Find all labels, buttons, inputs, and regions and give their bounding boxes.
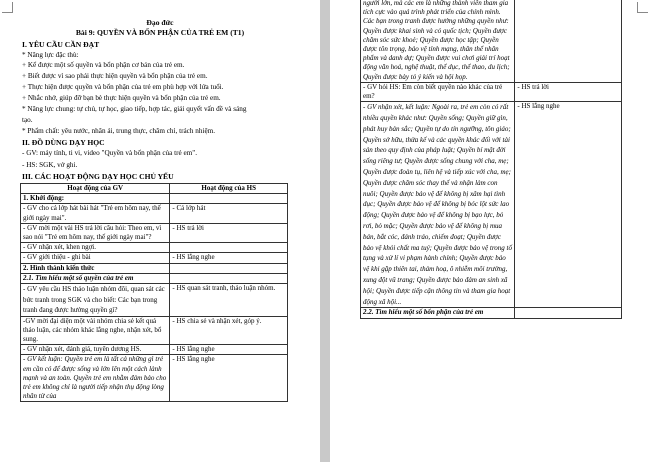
- hs-cell: - HS lắng nghe: [170, 355, 288, 402]
- gv-cell: 2.1. Tìm hiểu một số quyền của trẻ em: [21, 273, 170, 283]
- table-row: [21, 253, 288, 263]
- page-corner-mark: [637, 2, 648, 13]
- hs-cell: [515, 0, 622, 82]
- subject-title: Đạo đức: [146, 18, 174, 27]
- gv-cell: - GV giới thiệu - ghi bài: [21, 253, 170, 263]
- gv-cell: - GV yêu cầu HS thảo luận nhóm đôi, quan sát các bức tranh trong SGK và cho biết: Các bạn trong tranh đang được hưởng quyền gì?: [21, 284, 170, 317]
- gv-cell: - GV kết luận: Quyền trẻ em là tất cả những gì trẻ em cần có để được sống và lớn lên một cách lành mạnh và an toàn. Quyền trẻ em nhằm đảm bảo cho trẻ em không chỉ là người tiếp nhận thụ động lòng nhân từ của: [21, 355, 170, 402]
- activity-table-continued: [360, 0, 622, 319]
- section-1-line: * Năng lực đặc thù:: [22, 51, 79, 59]
- hs-cell: - HS lắng nghe: [170, 345, 288, 355]
- gv-cell: - GV hỏi HS: Em còn biết quyền nào khác của trẻ em?: [361, 82, 515, 101]
- hs-cell: [170, 194, 288, 204]
- hs-cell: - HS trả lời: [515, 82, 622, 101]
- document-page-1: [0, 0, 320, 462]
- section-2-line: - GV: máy tính, ti vi, video "Quyền và bổn phận của trẻ em".: [22, 149, 197, 157]
- hs-cell: [515, 308, 622, 318]
- section-1-heading: I. YÊU CẦU CẦN ĐẠT: [22, 40, 100, 49]
- hs-cell: [170, 273, 288, 283]
- gv-cell: 1. Khởi động:: [21, 194, 170, 204]
- table-row: [21, 316, 288, 345]
- gv-cell: người lớn, mà các em là những thành viên tham gia tích cực vào quá trình phát triển của chính mình. Các bạn trong tranh được hưởng những quyền như: Quyền được khai sinh và có quốc tịch; Quyền được chăm sóc sức khoẻ; Quyền được học tập; Quyền được tôn trọng, bảo vệ tính mạng, thân thể nhân phẩm và danh dự; Quyền được vui chơi giải trí hoạt động văn hoá, nghệ thuật, thể dục, thể thao, du lịch; Quyền được bày tỏ ý kiến và hội họp.: [361, 0, 515, 82]
- section-1-line: + Biết được vì sao phải thực hiện quyền và bổn phận của trẻ em.: [22, 72, 208, 80]
- table-row: [21, 355, 288, 402]
- section-2-line: - HS: SGK, vở ghi.: [22, 161, 78, 169]
- header-gv: Hoạt động của GV: [21, 184, 170, 194]
- gv-cell: - GV nhận xét, khen ngợi.: [21, 243, 170, 253]
- table-row: [21, 243, 288, 253]
- table-row: [361, 0, 622, 82]
- hs-cell: [170, 243, 288, 253]
- document-page-2: [330, 0, 650, 462]
- section-1-line: * Năng lực chung: tự chủ, tự học, giao tiếp, hợp tác, giải quyết vấn đề và sáng: [22, 105, 247, 113]
- table-row: [361, 308, 622, 318]
- table-row: [21, 194, 288, 204]
- gv-cell: - GV nhận xét, kết luận: Ngoài ra, trẻ em còn có rất nhiều quyền khác như: Quyền sống; Quyền giữ gìn, phát huy bản sắc; Quyền tự do tín ngưỡng, tôn giáo; Quyền sở hữu, thừa kế và các quyền khác đối với tài sản theo quy định của pháp luật; Quyền bí mật đời sống riêng tư; Quyền được sống chung với cha, mẹ; Quyền được đoàn tụ, liên hệ và tiếp xúc với cha, mẹ; Quyền được chăm sóc thay thế và nhận làm con nuôi; Quyền được bảo vệ để không bị xâm hại tình dục; Quyền được bảo vệ để không bị bóc lột sức lao động; Quyền được bảo vệ để không bị bạo lực, bỏ rơi, bỏ mặc; Quyền được bảo vệ để không bị mua bán, bắt cóc, đánh tráo, chiếm đoạt; Quyền được bảo vệ khỏi chất ma tuý; Quyền được bảo vệ trong tố tụng và xử lí vi phạm hành chính; Quyền được bảo vệ khi gặp thiên tai, thảm hoạ, ô nhiễm môi trường, xung đột vũ trang; Quyền được bảo đảm an sinh xã hội; Quyền được tiếp cận thông tin và tham gia hoạt động xã hội...: [361, 102, 515, 308]
- table-row: [21, 263, 288, 273]
- lesson-title: Bài 9: QUYỀN VÀ BỔN PHẬN CỦA TRẺ EM (T1): [75, 28, 245, 37]
- table-row: [361, 102, 622, 308]
- page-corner-mark: [2, 2, 13, 13]
- section-1-line: + Thực hiện được quyền và bổn phận của trẻ em phù hợp với lứa tuổi.: [22, 83, 224, 91]
- header-hs: Hoạt động của HS: [170, 184, 288, 194]
- gv-cell: - GV nhận xét, đánh giá, tuyên dương HS.: [21, 345, 170, 355]
- section-3-heading: III. CÁC HOẠT ĐỘNG DẠY HỌC CHỦ YẾU: [22, 172, 174, 181]
- hs-cell: - HS trả lời: [170, 223, 288, 242]
- activity-table: [20, 183, 288, 402]
- table-row: [21, 223, 288, 242]
- section-2-heading: II. ĐỒ DÙNG DẠY HỌC: [22, 138, 105, 147]
- gv-cell: - GV cho cả lớp hát bài hát "Trẻ em hôm nay, thế giới ngày mai".: [21, 204, 170, 223]
- table-row: [361, 82, 622, 101]
- hs-cell: - HS lắng nghe: [170, 253, 288, 263]
- hs-cell: - HS quan sát tranh, thảo luận nhóm.: [170, 284, 288, 317]
- table-row: [21, 284, 288, 317]
- hs-cell: - HS lắng nghe: [515, 102, 622, 308]
- table-row: [21, 204, 288, 223]
- hs-cell: - Cả lớp hát: [170, 204, 288, 223]
- gv-cell: 2. Hình thành kiến thức: [21, 263, 170, 273]
- hs-cell: - HS chia sẻ và nhận xét, góp ý.: [170, 316, 288, 345]
- gv-cell: -GV mời đại diện một vài nhóm chia sẻ kết quả thảo luận, các nhóm khác lắng nghe, nhận xét, bổ sung.: [21, 316, 170, 345]
- gv-cell: 2.2. Tìm hiểu một số bổn phận của trẻ em: [361, 308, 515, 318]
- section-1-line: tạo.: [22, 116, 33, 124]
- hs-cell: [170, 263, 288, 273]
- section-1-line: * Phẩm chất: yêu nước, nhân ái, trung thực, chăm chỉ, trách nhiệm.: [22, 127, 216, 135]
- gv-cell: - GV mời một vài HS trả lời câu hỏi: Theo em, vì sao nói "Trẻ em hôm nay, thế giới ngày mai"?: [21, 223, 170, 242]
- table-row: [21, 273, 288, 283]
- section-1-line: + Nhắc nhở, giúp đỡ bạn bè thực hiện quyền và bổn phận của trẻ em.: [22, 94, 221, 102]
- section-1-line: + Kể được một số quyền và bổn phận cơ bản của trẻ em.: [22, 61, 185, 69]
- table-header-row: [21, 184, 288, 194]
- table-row: [21, 345, 288, 355]
